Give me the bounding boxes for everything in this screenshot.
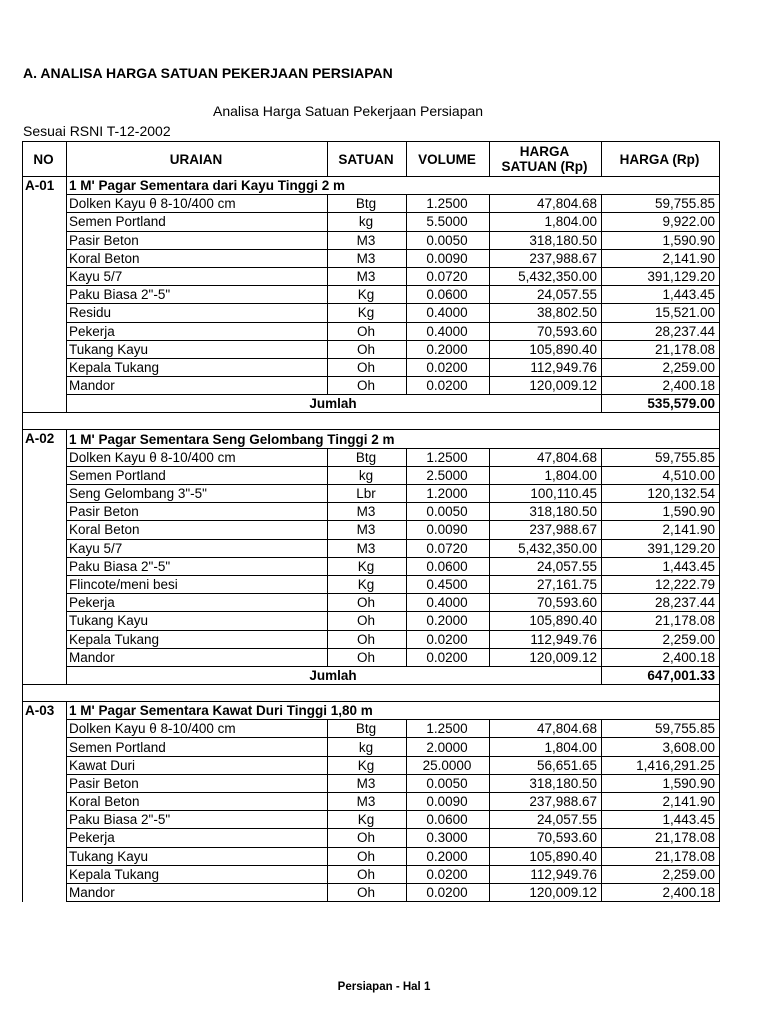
satuan-cell: M3 <box>328 231 407 249</box>
satuan-cell: M3 <box>328 267 407 285</box>
table-header-row <box>23 142 720 177</box>
harga-cell: 28,237.44 <box>602 322 720 340</box>
no-cell <box>23 756 67 774</box>
harga-satuan-cell: 120,009.12 <box>490 883 602 901</box>
harga-cell: 4,510.00 <box>602 466 720 484</box>
volume-cell: 0.4000 <box>407 594 490 612</box>
no-cell <box>23 485 67 503</box>
harga-cell: 2,141.90 <box>602 793 720 811</box>
satuan-cell: kg <box>328 738 407 756</box>
harga-cell: 59,755.85 <box>602 195 720 213</box>
no-cell <box>23 539 67 557</box>
harga-satuan-cell: 120,009.12 <box>490 648 602 666</box>
uraian-cell: Kepala Tukang <box>67 865 328 883</box>
table-row <box>23 829 720 847</box>
uraian-cell: Pekerja <box>67 322 328 340</box>
table-row <box>23 539 720 557</box>
volume-cell: 0.0200 <box>407 377 490 395</box>
no-cell <box>23 630 67 648</box>
satuan-cell: M3 <box>328 249 407 267</box>
column-header-harga: HARGA (Rp) <box>602 142 720 177</box>
harga-satuan-cell: 237,988.67 <box>490 521 602 539</box>
harga-satuan-cell: 120,009.12 <box>490 377 602 395</box>
uraian-cell: Tukang Kayu <box>67 847 328 865</box>
uraian-cell: Residu <box>67 304 328 322</box>
no-cell <box>23 648 67 666</box>
uraian-cell: Tukang Kayu <box>67 340 328 358</box>
spacer-row <box>23 413 720 430</box>
table-row <box>23 521 720 539</box>
table-row <box>23 557 720 575</box>
volume-cell: 0.0200 <box>407 865 490 883</box>
harga-satuan-cell: 112,949.76 <box>490 865 602 883</box>
total-label: Jumlah <box>67 666 602 684</box>
uraian-cell: Kepala Tukang <box>67 358 328 376</box>
table-row <box>23 811 720 829</box>
table-row <box>23 358 720 376</box>
harga-cell: 1,590.90 <box>602 774 720 792</box>
volume-cell: 5.5000 <box>407 213 490 231</box>
volume-cell: 0.4500 <box>407 575 490 593</box>
harga-satuan-cell: 237,988.67 <box>490 249 602 267</box>
table-row <box>23 503 720 521</box>
no-cell <box>23 267 67 285</box>
section-code: A-02 <box>23 430 67 448</box>
harga-satuan-cell: 237,988.67 <box>490 793 602 811</box>
table-row <box>23 847 720 865</box>
volume-cell: 25.0000 <box>407 756 490 774</box>
no-cell <box>23 738 67 756</box>
harga-satuan-cell: 105,890.40 <box>490 340 602 358</box>
volume-cell: 0.0200 <box>407 648 490 666</box>
table-row <box>23 377 720 395</box>
table-row <box>23 485 720 503</box>
harga-cell: 59,755.85 <box>602 448 720 466</box>
uraian-cell: Dolken Kayu θ 8-10/400 cm <box>67 195 328 213</box>
document-title: A. ANALISA HARGA SATUAN PEKERJAAN PERSIAPAN <box>23 65 393 81</box>
harga-satuan-cell: 112,949.76 <box>490 358 602 376</box>
uraian-cell: Seng Gelombang 3"-5" <box>67 485 328 503</box>
uraian-cell: Pasir Beton <box>67 774 328 792</box>
uraian-cell: Kawat Duri <box>67 756 328 774</box>
volume-cell: 0.0720 <box>407 539 490 557</box>
satuan-cell: Oh <box>328 322 407 340</box>
harga-cell: 2,259.00 <box>602 865 720 883</box>
satuan-cell: Oh <box>328 648 407 666</box>
volume-cell: 1.2500 <box>407 448 490 466</box>
table-row <box>23 286 720 304</box>
standard-reference: Sesuai RSNI T-12-2002 <box>23 123 171 139</box>
harga-satuan-cell: 100,110.45 <box>490 485 602 503</box>
uraian-cell: Pasir Beton <box>67 231 328 249</box>
uraian-cell: Kayu 5/7 <box>67 267 328 285</box>
volume-cell: 1.2500 <box>407 195 490 213</box>
uraian-cell: Koral Beton <box>67 521 328 539</box>
harga-cell: 1,590.90 <box>602 503 720 521</box>
volume-cell: 0.0600 <box>407 557 490 575</box>
harga-cell: 21,178.08 <box>602 847 720 865</box>
satuan-cell: Oh <box>328 865 407 883</box>
no-cell <box>23 340 67 358</box>
table-row <box>23 612 720 630</box>
volume-cell: 0.0050 <box>407 503 490 521</box>
volume-cell: 2.0000 <box>407 738 490 756</box>
uraian-cell: Koral Beton <box>67 793 328 811</box>
volume-cell: 0.0090 <box>407 521 490 539</box>
harga-satuan-cell: 24,057.55 <box>490 811 602 829</box>
uraian-cell: Mandor <box>67 883 328 901</box>
table-row <box>23 466 720 484</box>
satuan-cell: Oh <box>328 358 407 376</box>
uraian-cell: Pekerja <box>67 594 328 612</box>
table-row <box>23 793 720 811</box>
volume-cell: 2.5000 <box>407 466 490 484</box>
harga-cell: 2,400.18 <box>602 377 720 395</box>
uraian-cell: Semen Portland <box>67 213 328 231</box>
no-cell <box>23 195 67 213</box>
table-row <box>23 195 720 213</box>
page-footer: Persiapan - Hal 1 <box>337 981 431 993</box>
no-cell <box>23 793 67 811</box>
harga-satuan-cell: 318,180.50 <box>490 503 602 521</box>
volume-cell: 1.2000 <box>407 485 490 503</box>
satuan-cell: M3 <box>328 539 407 557</box>
table-row <box>23 594 720 612</box>
no-cell <box>23 448 67 466</box>
section-header-row <box>23 177 720 195</box>
section-code: A-01 <box>23 177 67 195</box>
harga-cell: 2,141.90 <box>602 521 720 539</box>
satuan-cell: Kg <box>328 756 407 774</box>
total-row <box>23 395 720 413</box>
volume-cell: 0.0200 <box>407 358 490 376</box>
harga-cell: 3,608.00 <box>602 738 720 756</box>
harga-satuan-cell: 24,057.55 <box>490 557 602 575</box>
column-header-no: NO <box>23 142 67 177</box>
volume-cell: 0.0090 <box>407 249 490 267</box>
harga-satuan-cell: 56,651.65 <box>490 756 602 774</box>
satuan-cell: Lbr <box>328 485 407 503</box>
uraian-cell: Tukang Kayu <box>67 612 328 630</box>
harga-cell: 21,178.08 <box>602 829 720 847</box>
column-header-harga-satuan <box>490 142 602 177</box>
total-row <box>23 666 720 684</box>
harga-cell: 391,129.20 <box>602 539 720 557</box>
uraian-cell: Paku Biasa 2"-5" <box>67 811 328 829</box>
no-cell <box>23 304 67 322</box>
uraian-cell: Kepala Tukang <box>67 630 328 648</box>
uraian-cell: Dolken Kayu θ 8-10/400 cm <box>67 720 328 738</box>
no-cell <box>23 575 67 593</box>
no-cell <box>23 557 67 575</box>
satuan-cell: Oh <box>328 630 407 648</box>
harga-satuan-cell: 27,161.75 <box>490 575 602 593</box>
table-row <box>23 340 720 358</box>
table-row <box>23 213 720 231</box>
table-title: Analisa Harga Satuan Pekerjaan Persiapan <box>213 103 484 119</box>
satuan-cell: kg <box>328 466 407 484</box>
total-value: 535,579.00 <box>602 395 720 413</box>
no-cell <box>23 829 67 847</box>
harga-satuan-cell: 70,593.60 <box>490 322 602 340</box>
harga-satuan-cell: 1,804.00 <box>490 466 602 484</box>
volume-cell: 0.2000 <box>407 612 490 630</box>
satuan-cell: Kg <box>328 286 407 304</box>
header-harga-line2: SATUAN (Rp) <box>501 159 588 174</box>
harga-cell: 15,521.00 <box>602 304 720 322</box>
column-header-volume: VOLUME <box>407 142 490 177</box>
harga-cell: 1,416,291.25 <box>602 756 720 774</box>
harga-satuan-cell: 318,180.50 <box>490 774 602 792</box>
table-row <box>23 630 720 648</box>
volume-cell: 0.0090 <box>407 793 490 811</box>
volume-cell: 0.4000 <box>407 304 490 322</box>
table-row <box>23 322 720 340</box>
satuan-cell: Btg <box>328 195 407 213</box>
satuan-cell: M3 <box>328 793 407 811</box>
table-row <box>23 774 720 792</box>
total-label: Jumlah <box>67 395 602 413</box>
satuan-cell: Btg <box>328 448 407 466</box>
satuan-cell: Oh <box>328 340 407 358</box>
uraian-cell: Koral Beton <box>67 249 328 267</box>
harga-cell: 9,922.00 <box>602 213 720 231</box>
harga-satuan-cell: 38,802.50 <box>490 304 602 322</box>
no-cell <box>23 594 67 612</box>
harga-cell: 1,443.45 <box>602 811 720 829</box>
harga-cell: 2,141.90 <box>602 249 720 267</box>
satuan-cell: M3 <box>328 521 407 539</box>
harga-satuan-cell: 47,804.68 <box>490 195 602 213</box>
harga-satuan-cell: 1,804.00 <box>490 738 602 756</box>
harga-cell: 12,222.79 <box>602 575 720 593</box>
volume-cell: 0.0720 <box>407 267 490 285</box>
uraian-cell: Paku Biasa 2"-5" <box>67 286 328 304</box>
table-row <box>23 756 720 774</box>
harga-satuan-cell: 47,804.68 <box>490 720 602 738</box>
no-cell <box>23 377 67 395</box>
harga-satuan-cell: 112,949.76 <box>490 630 602 648</box>
harga-cell: 2,259.00 <box>602 630 720 648</box>
harga-satuan-cell: 5,432,350.00 <box>490 539 602 557</box>
harga-cell: 1,590.90 <box>602 231 720 249</box>
harga-cell: 2,400.18 <box>602 648 720 666</box>
table-row <box>23 304 720 322</box>
satuan-cell: Kg <box>328 304 407 322</box>
volume-cell: 0.4000 <box>407 322 490 340</box>
spacer-cell <box>23 413 720 430</box>
satuan-cell: Kg <box>328 575 407 593</box>
satuan-cell: M3 <box>328 774 407 792</box>
section-header-row <box>23 702 720 720</box>
uraian-cell: Semen Portland <box>67 466 328 484</box>
volume-cell: 0.0200 <box>407 630 490 648</box>
table-row <box>23 883 720 901</box>
volume-cell: 1.2500 <box>407 720 490 738</box>
harga-satuan-cell: 70,593.60 <box>490 594 602 612</box>
satuan-cell: Kg <box>328 557 407 575</box>
no-cell <box>23 847 67 865</box>
volume-cell: 0.0200 <box>407 883 490 901</box>
section-title: 1 M' Pagar Sementara dari Kayu Tinggi 2 m <box>67 177 720 195</box>
volume-cell: 0.0050 <box>407 774 490 792</box>
table-row <box>23 448 720 466</box>
no-cell <box>23 231 67 249</box>
harga-cell: 1,443.45 <box>602 286 720 304</box>
section-code: A-03 <box>23 702 67 720</box>
analysis-table <box>22 141 720 902</box>
column-header-uraian: URAIAN <box>67 142 328 177</box>
total-value: 647,001.33 <box>602 666 720 684</box>
table-row <box>23 267 720 285</box>
harga-satuan-cell: 318,180.50 <box>490 231 602 249</box>
satuan-cell: Oh <box>328 612 407 630</box>
uraian-cell: Flincote/meni besi <box>67 575 328 593</box>
no-cell <box>23 811 67 829</box>
table-row <box>23 865 720 883</box>
uraian-cell: Semen Portland <box>67 738 328 756</box>
volume-cell: 0.2000 <box>407 340 490 358</box>
harga-cell: 21,178.08 <box>602 340 720 358</box>
table-row <box>23 249 720 267</box>
harga-cell: 391,129.20 <box>602 267 720 285</box>
harga-satuan-cell: 70,593.60 <box>490 829 602 847</box>
spacer-row <box>23 685 720 702</box>
uraian-cell: Mandor <box>67 377 328 395</box>
section-title: 1 M' Pagar Sementara Seng Gelombang Tinggi 2 m <box>67 430 720 448</box>
spacer-cell <box>23 685 720 702</box>
no-cell <box>23 249 67 267</box>
uraian-cell: Mandor <box>67 648 328 666</box>
no-cell <box>23 521 67 539</box>
table-row <box>23 231 720 249</box>
column-header-satuan: SATUAN <box>328 142 407 177</box>
volume-cell: 0.0600 <box>407 811 490 829</box>
satuan-cell: Oh <box>328 883 407 901</box>
no-cell <box>23 286 67 304</box>
section-title: 1 M' Pagar Sementara Kawat Duri Tinggi 1,80 m <box>67 702 720 720</box>
no-cell <box>23 358 67 376</box>
volume-cell: 0.0600 <box>407 286 490 304</box>
uraian-cell: Dolken Kayu θ 8-10/400 cm <box>67 448 328 466</box>
table-row <box>23 648 720 666</box>
header-harga-line1: HARGA <box>519 144 570 159</box>
uraian-cell: Pasir Beton <box>67 503 328 521</box>
harga-satuan-cell: 5,432,350.00 <box>490 267 602 285</box>
satuan-cell: Kg <box>328 811 407 829</box>
harga-cell: 28,237.44 <box>602 594 720 612</box>
satuan-cell: Oh <box>328 594 407 612</box>
uraian-cell: Kayu 5/7 <box>67 539 328 557</box>
no-cell <box>23 865 67 883</box>
table-row <box>23 575 720 593</box>
harga-satuan-cell: 47,804.68 <box>490 448 602 466</box>
no-cell <box>23 466 67 484</box>
no-cell <box>23 612 67 630</box>
no-cell <box>23 883 67 901</box>
harga-cell: 2,259.00 <box>602 358 720 376</box>
volume-cell: 0.2000 <box>407 847 490 865</box>
no-cell <box>23 666 67 684</box>
satuan-cell: Oh <box>328 847 407 865</box>
no-cell <box>23 503 67 521</box>
satuan-cell: M3 <box>328 503 407 521</box>
harga-satuan-cell: 1,804.00 <box>490 213 602 231</box>
satuan-cell: Btg <box>328 720 407 738</box>
harga-cell: 1,443.45 <box>602 557 720 575</box>
volume-cell: 0.0050 <box>407 231 490 249</box>
harga-cell: 2,400.18 <box>602 883 720 901</box>
no-cell <box>23 322 67 340</box>
no-cell <box>23 395 67 413</box>
section-header-row <box>23 430 720 448</box>
satuan-cell: Oh <box>328 829 407 847</box>
harga-cell: 120,132.54 <box>602 485 720 503</box>
no-cell <box>23 720 67 738</box>
uraian-cell: Pekerja <box>67 829 328 847</box>
no-cell <box>23 774 67 792</box>
harga-satuan-cell: 105,890.40 <box>490 612 602 630</box>
harga-cell: 59,755.85 <box>602 720 720 738</box>
harga-cell: 21,178.08 <box>602 612 720 630</box>
harga-satuan-cell: 105,890.40 <box>490 847 602 865</box>
harga-satuan-cell: 24,057.55 <box>490 286 602 304</box>
table-row <box>23 738 720 756</box>
no-cell <box>23 213 67 231</box>
volume-cell: 0.3000 <box>407 829 490 847</box>
satuan-cell: Oh <box>328 377 407 395</box>
satuan-cell: kg <box>328 213 407 231</box>
table-row <box>23 720 720 738</box>
uraian-cell: Paku Biasa 2"-5" <box>67 557 328 575</box>
